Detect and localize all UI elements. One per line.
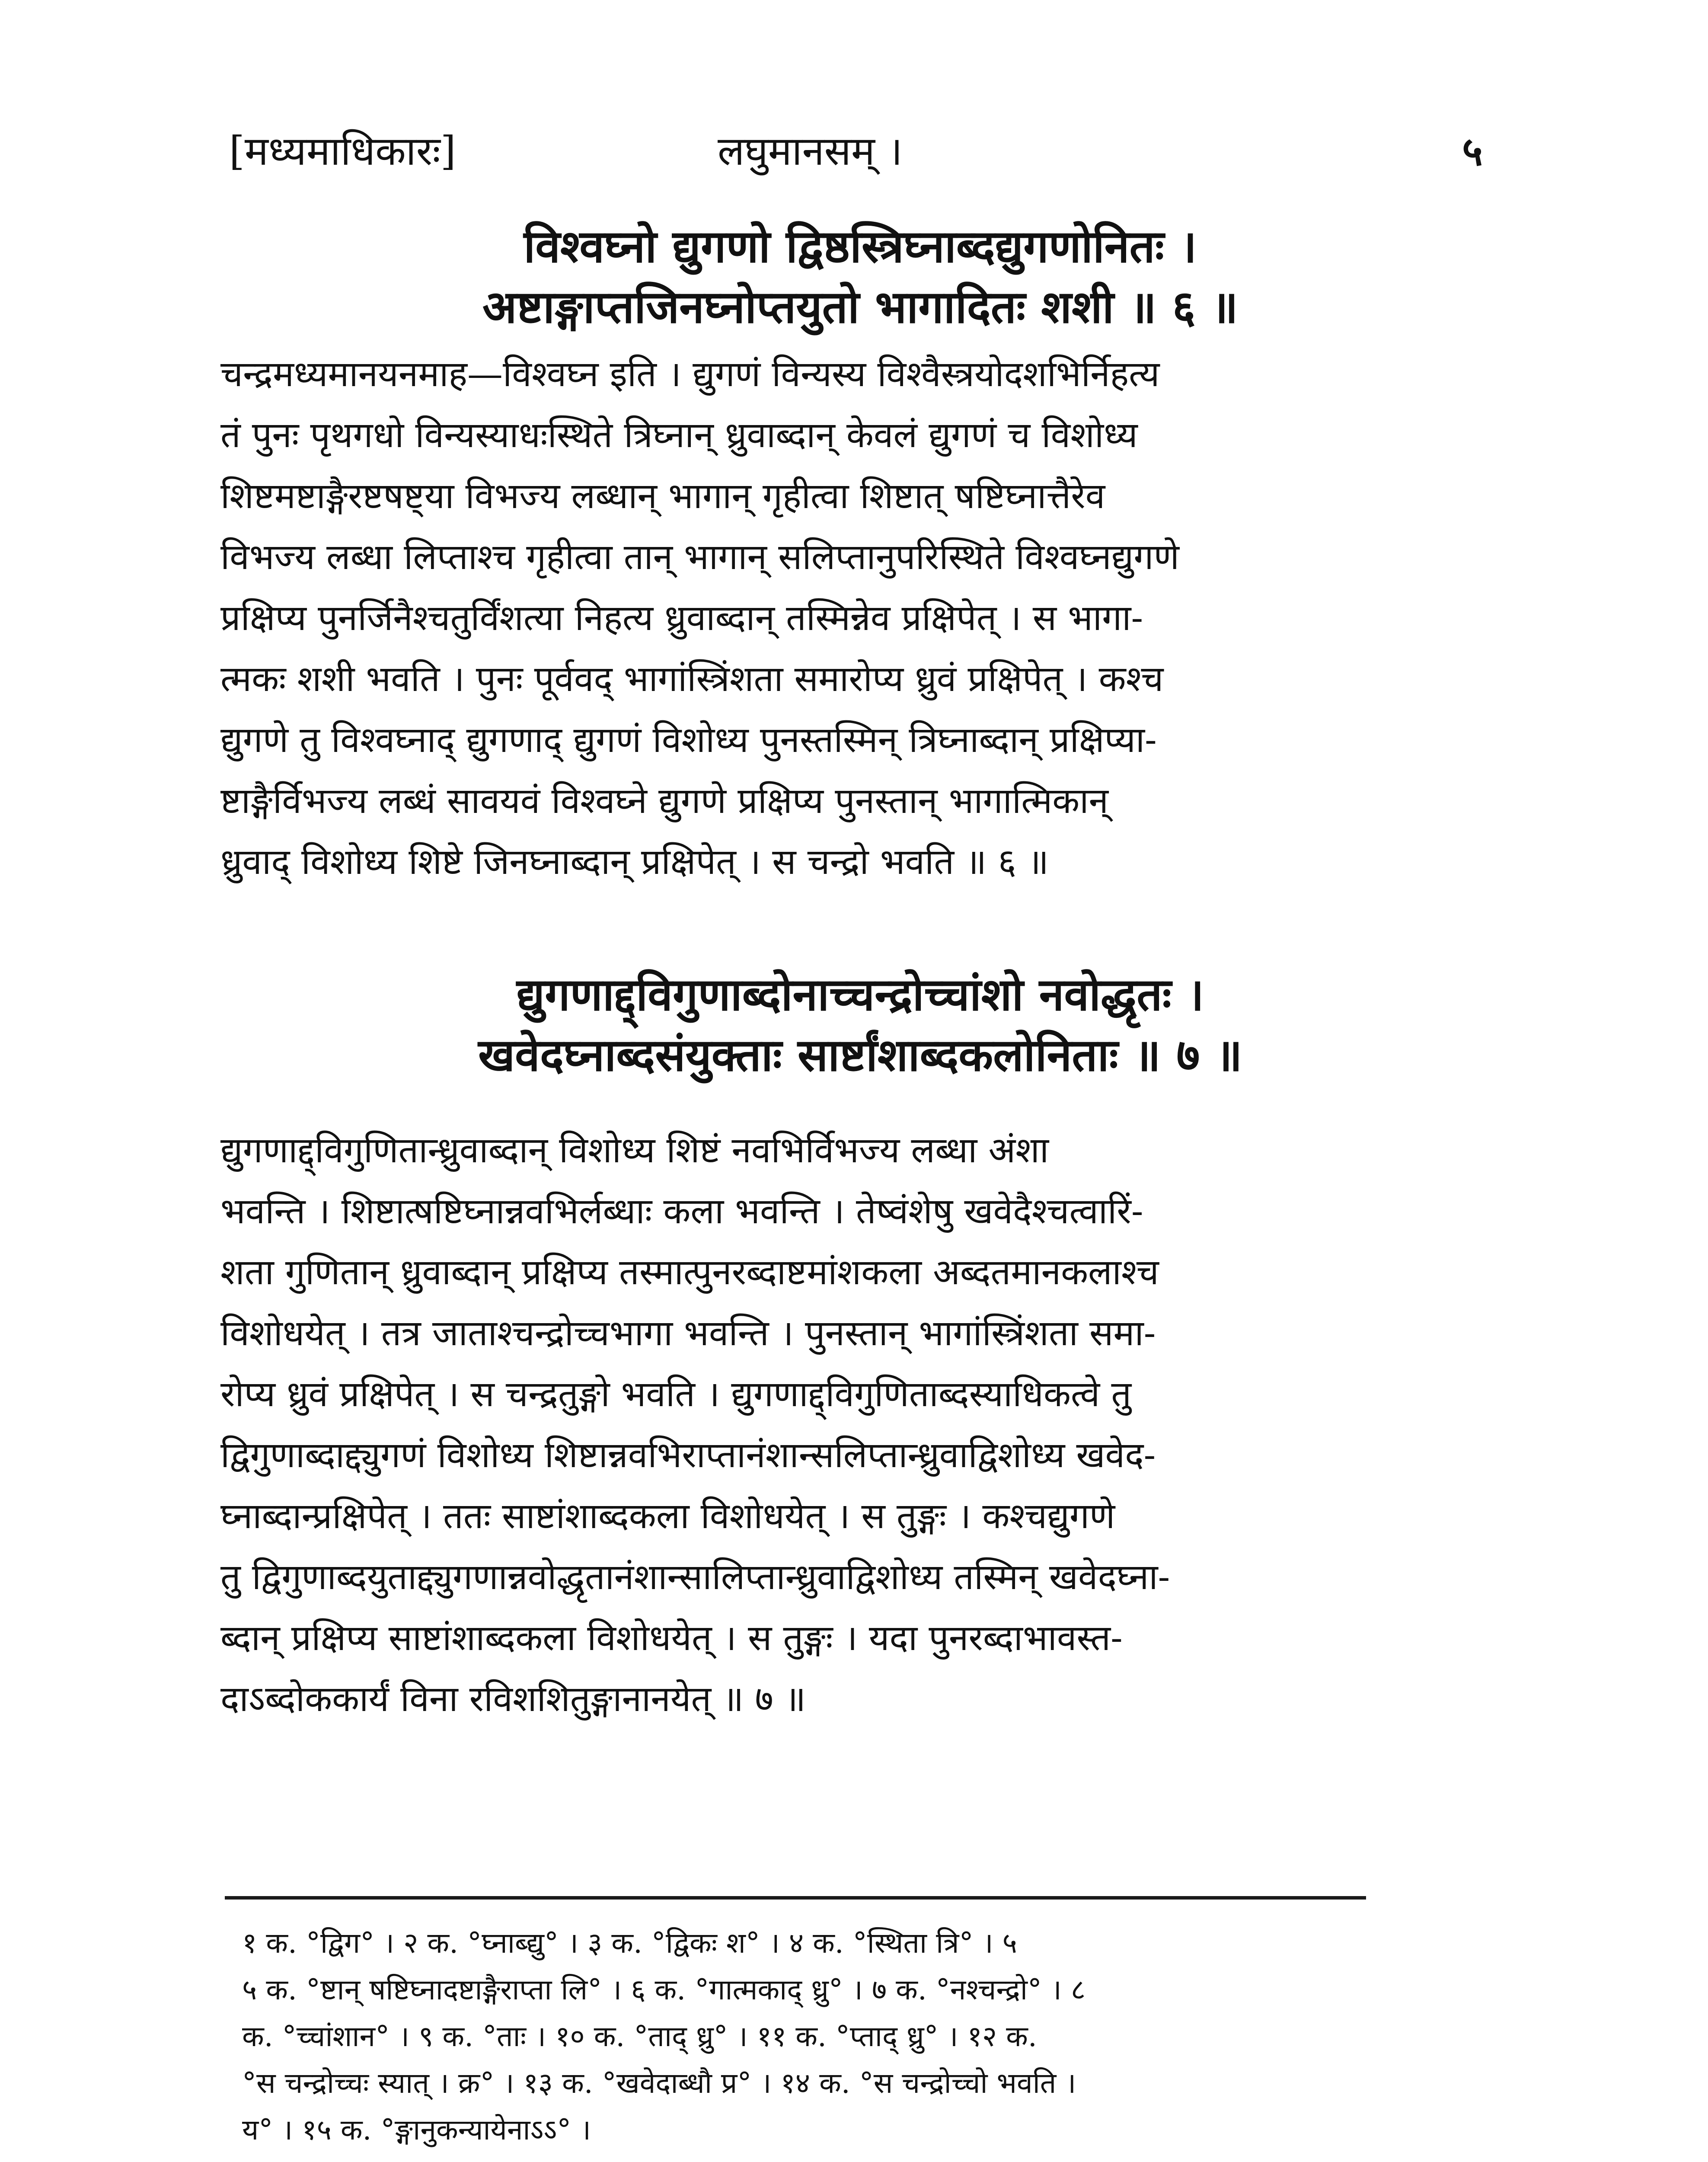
commentary-line: शता गुणितान् ध्रुवाब्दान् प्रक्षिप्य तस्मात्पुनरब्दाष्टमांशकला अब्दतमानकलाश्च	[220, 1252, 1159, 1293]
footnote-line: °स चन्द्रोच्चः स्यात् । क्र° । १३ क. °खवेदाब्धौ प्र° । १४ क. °स चन्द्रोच्चो भवति ।	[242, 2066, 1076, 2100]
chapter-label: [मध्यमाधिकारः]	[229, 128, 456, 174]
page-number: ५	[1462, 128, 1483, 175]
commentary-line: तं पुनः पृथगधो विन्यस्याधःस्थिते त्रिघ्नान् ध्रुवाब्दान् केवलं द्युगणं च विशोध्य	[220, 415, 1138, 456]
commentary-line: भवन्ति । शिष्टात्षष्टिघ्नान्नवभिर्लब्धाः कला भवन्ति । तेष्वंशेषु खवेदैश्चत्वारिं-	[220, 1191, 1143, 1232]
commentary-line: ब्दान् प्रक्षिप्य साष्टांशाब्दकला विशोधयेत् । स तुङ्गः । यदा पुनरब्दाभावस्त-	[220, 1618, 1123, 1659]
footnote-line: ५ क. °ष्टान् षष्टिघ्नादष्टाङ्गैराप्ता लि° । ६ क. °गात्मकाद् ध्रु° । ७ क. °नश्चन्द्रो° । ८	[242, 1973, 1086, 2006]
verse-line: द्युगणाद्द्विगुणाब्दोनाच्चन्द्रोच्चांशो नवोद्धृतः ।	[516, 968, 1204, 1021]
verse-line: खवेदघ्नाब्दसंयुक्ताः सार्ष्टांशाब्दकलोनिताः ॥ ७ ॥	[478, 1028, 1242, 1081]
commentary-line: घ्नाब्दान्प्रक्षिपेत् । ततः साष्टांशाब्दकला विशोधयेत् । स तुङ्गः । कश्चद्युगणे	[220, 1496, 1115, 1537]
commentary-line: द्युगणाद्द्विगुणितान्ध्रुवाब्दान् विशोध्य शिष्टं नवभिर्विभज्य लब्धा अंशा	[220, 1130, 1049, 1171]
running-header	[229, 117, 1483, 186]
commentary-line: द्युगणे तु विश्वघ्नाद् द्युगणाद् द्युगणं विशोध्य पुनस्तस्मिन् त्रिघ्नाब्दान् प्रक्षिप्या-	[220, 720, 1157, 761]
footnote-divider	[225, 1896, 1366, 1900]
commentary-line: ध्रुवाद् विशोध्य शिष्टे जिनघ्नाब्दान् प्रक्षिपेत् । स चन्द्रो भवति ॥ ६ ॥	[220, 841, 1049, 883]
commentary-line: शिष्टमष्टाङ्गैरष्टषष्ट्या विभज्य लब्धान् भागान् गृहीत्वा शिष्टात् षष्टिघ्नात्तैरेव	[220, 476, 1105, 517]
commentary-line: त्मकः शशी भवति । पुनः पूर्ववद् भागांस्त्रिंशता समारोप्य ध्रुवं प्रक्षिपेत् । कश्च	[220, 659, 1164, 700]
commentary-6	[220, 344, 1491, 892]
footnote-line: १ क. °द्विग° । २ क. °घ्नाब्द्यु° । ३ क. °द्विकः श° । ४ क. °स्थिता त्रि° । ५	[242, 1926, 1017, 1960]
commentary-line: द्विगुणाब्दाद्द्युगणं विशोध्य शिष्टान्नवभिराप्तानंशान्सलिप्तान्ध्रुवाद्विशोध्य खवेद-	[220, 1435, 1156, 1476]
book-title: लघुमानसम् ।	[718, 128, 903, 174]
footnote-line: य° । १५ क. °ङ्गानुकन्यायेनाऽऽ° ।	[242, 2113, 591, 2146]
commentary-line: चन्द्रमध्यमानयनमाह—विश्वघ्न इति । द्युगणं विन्यस्य विश्वैस्त्रयोदशभिर्निहत्य	[220, 354, 1160, 395]
verse-6	[242, 216, 1478, 337]
verse-7	[242, 964, 1478, 1085]
commentary-line: रोप्य ध्रुवं प्रक्षिपेत् । स चन्द्रतुङ्गो भवति । द्युगणाद्द्विगुणिताब्दस्याधिकत्वे तु	[220, 1374, 1132, 1415]
verse-line: विश्वघ्नो द्युगणो द्विष्ठस्त्रिघ्नाब्दद्युगणोनितः ।	[524, 220, 1197, 273]
footnotes	[242, 1920, 1453, 2153]
commentary-line: तु द्विगुणाब्दयुताद्द्युगणान्नवोद्धृतानंशान्सालिप्तान्ध्रुवाद्विशोध्य तस्मिन् खवेदघ्ना-	[220, 1557, 1170, 1598]
commentary-line: विभज्य लब्धा लिप्ताश्च गृहीत्वा तान् भागान् सलिप्तानुपरिस्थिते विश्वघ्नद्युगणे	[220, 537, 1179, 578]
commentary-line: ष्टाङ्गैर्विभज्य लब्धं सावयवं विश्वघ्ने द्युगणे प्रक्षिप्य पुनस्तान् भागात्मिकान्	[220, 780, 1109, 822]
footnote-line: क. °च्चांशान° । ९ क. °ताः । १० क. °ताद् ध्रु° । ११ क. °प्ताद् ध्रु° । १२ क.	[242, 2020, 1037, 2053]
commentary-line: प्रक्षिप्य पुनर्जिनैश्चतुर्विंशत्या निहत्य ध्रुवाब्दान् तस्मिन्नेव प्रक्षिपेत् । स भागा-	[220, 598, 1143, 639]
commentary-7	[220, 1120, 1491, 1730]
verse-line: अष्टाङ्गाप्तजिनघ्नोप्तयुतो भागादितः शशी ॥ ६ ॥	[482, 280, 1239, 333]
commentary-line: दाऽब्दोककार्यं विना रविशशितुङ्गानानयेत् ॥ ७ ॥	[220, 1679, 806, 1720]
commentary-line: विशोधयेत् । तत्र जाताश्चन्द्रोच्चभागा भवन्ति । पुनस्तान् भागांस्त्रिंशता समा-	[220, 1313, 1156, 1354]
